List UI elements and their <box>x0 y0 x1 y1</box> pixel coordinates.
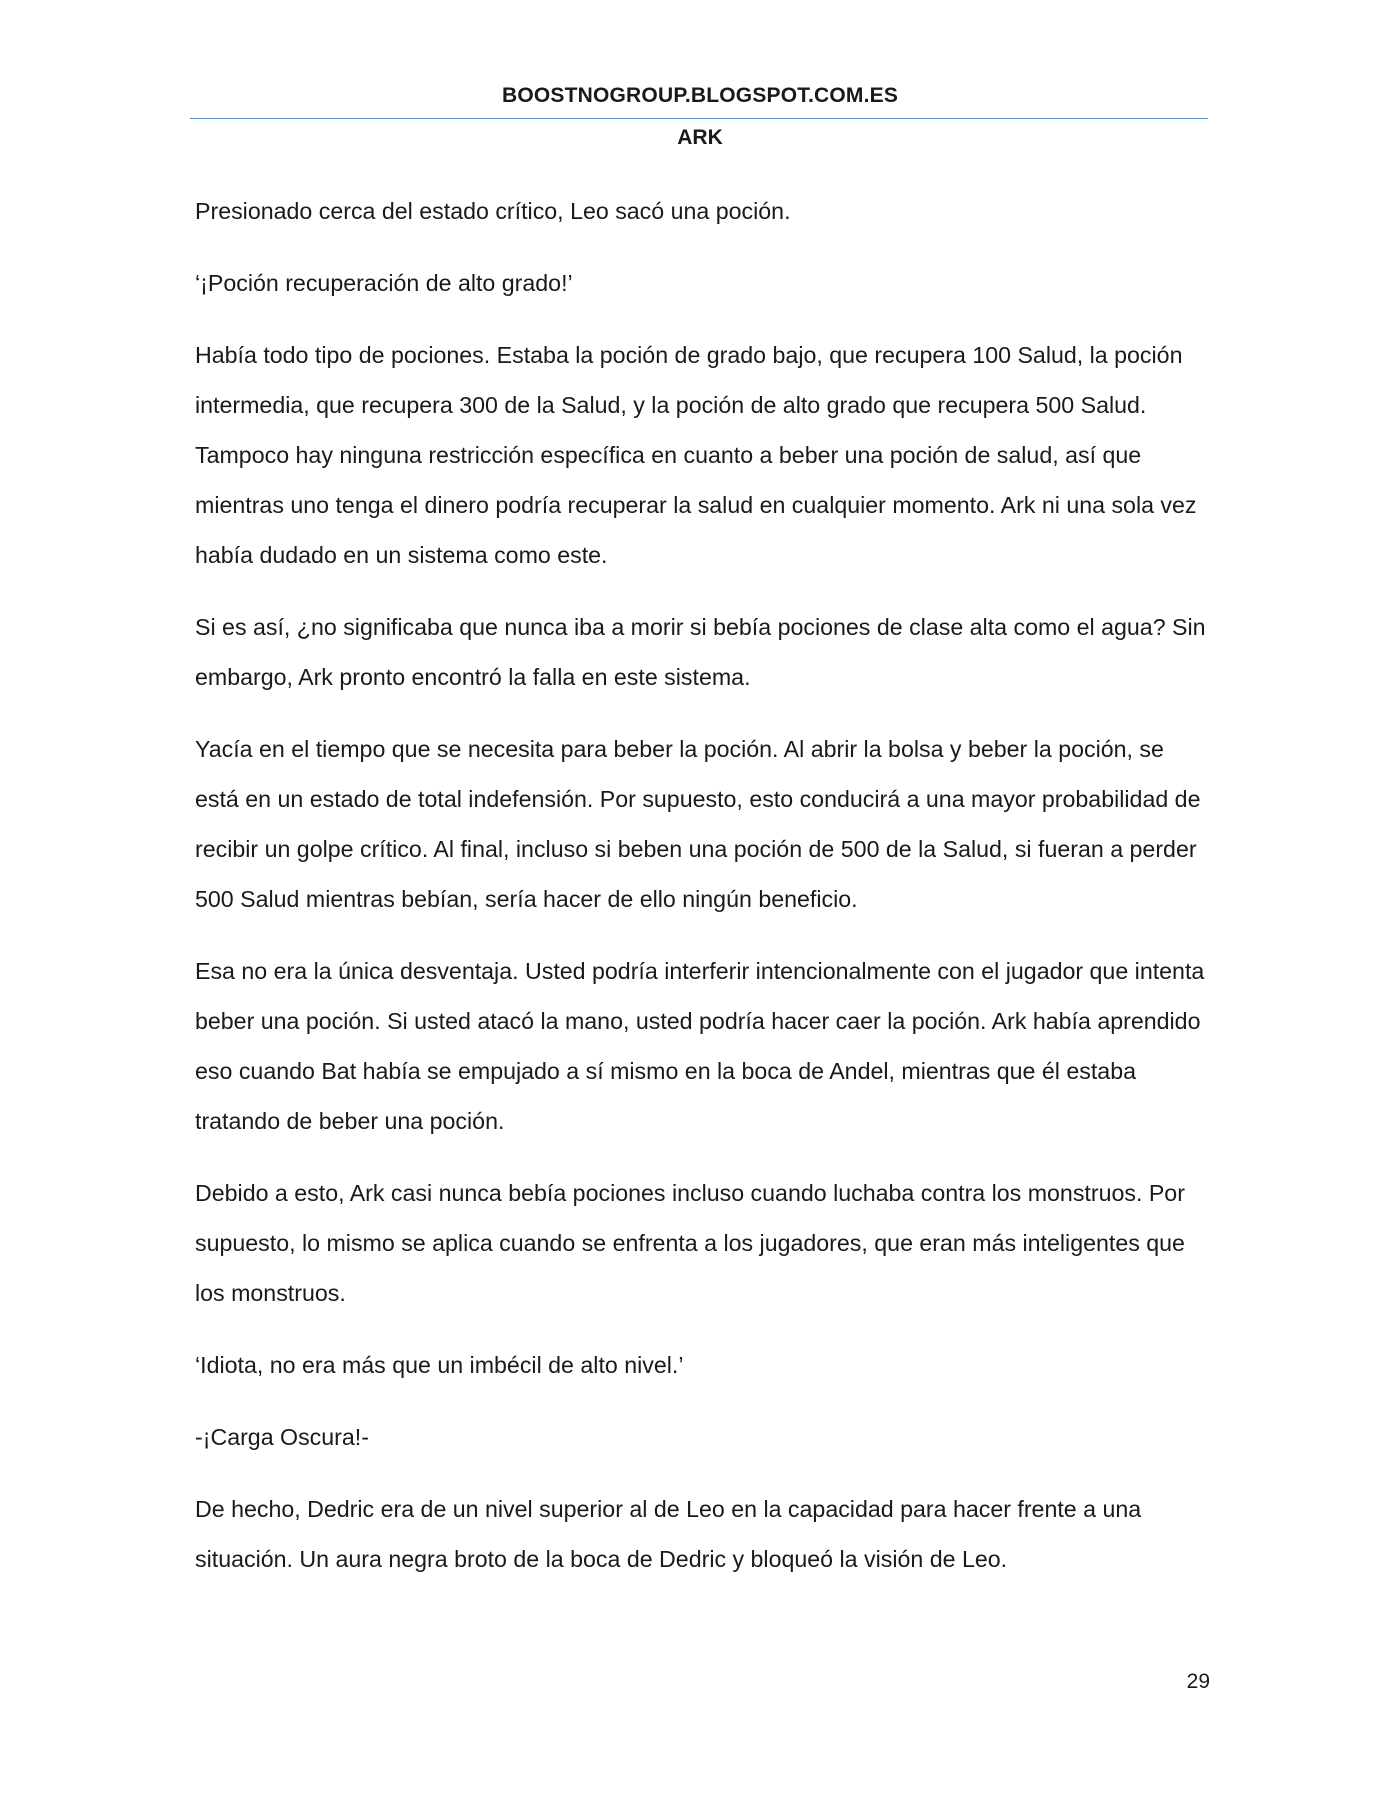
paragraph: ‘¡Poción recuperación de alto grado!’ <box>195 270 573 296</box>
header-divider <box>190 118 1208 119</box>
paragraph: Había todo tipo de pociones. Estaba la poción de grado bajo, que recupera 100 Salud, la poción intermedia, que recupera 300 de la Salud, y la poción de alto grado que recupera 500 Salud. Tampoco hay ninguna restricción específica en cuanto a beber una poción de salud, así que mientras uno tenga el dinero podría recuperar la salud en cualquier momento. Ark ni una sola vez había dudado en un sistema como este. <box>195 342 1197 568</box>
paragraph: Debido a esto, Ark casi nunca bebía pociones incluso cuando luchaba contra los monstruos. Por supuesto, lo mismo se aplica cuando se enfrenta a los jugadores, que eran más inteligentes que los monstruos. <box>195 1180 1185 1306</box>
paragraph: Yacía en el tiempo que se necesita para beber la poción. Al abrir la bolsa y beber la poción, se está en un estado de total indefensión. Por supuesto, esto conducirá a una mayor probabilidad de recibir un golpe crítico. Al final, incluso si beben una poción de 500 de la Salud, si fueran a perder 500 Salud mientras bebían, sería hacer de ello ningún beneficio. <box>195 736 1201 912</box>
paragraph: Si es así, ¿no significaba que nunca iba a morir si bebía pociones de clase alta como el agua? Sin embargo, Ark pronto encontró la falla en este sistema. <box>195 614 1206 690</box>
paragraph: Presionado cerca del estado crítico, Leo sacó una poción. <box>195 198 791 224</box>
header-book-title: ARK <box>677 126 723 149</box>
page-number: 29 <box>1186 1670 1210 1693</box>
paragraph: -¡Carga Oscura!- <box>195 1424 369 1450</box>
paragraph: Esa no era la única desventaja. Usted podría interferir intencionalmente con el jugador que intenta beber una poción. Si usted atacó la mano, usted podría hacer caer la poción. Ark había aprendido eso cuando Bat había se empujado a sí mismo en la boca de Andel, mientras que él estaba tratando de beber una poción. <box>195 958 1205 1134</box>
document-body <box>195 186 1210 1606</box>
paragraph: ‘Idiota, no era más que un imbécil de alto nivel.’ <box>195 1352 684 1378</box>
paragraph: De hecho, Dedric era de un nivel superior al de Leo en la capacidad para hacer frente a una situación. Un aura negra broto de la boca de Dedric y bloqueó la visión de Leo. <box>195 1496 1142 1572</box>
header-site-name: BOOSTNOGROUP.BLOGSPOT.COM.ES <box>501 84 899 107</box>
